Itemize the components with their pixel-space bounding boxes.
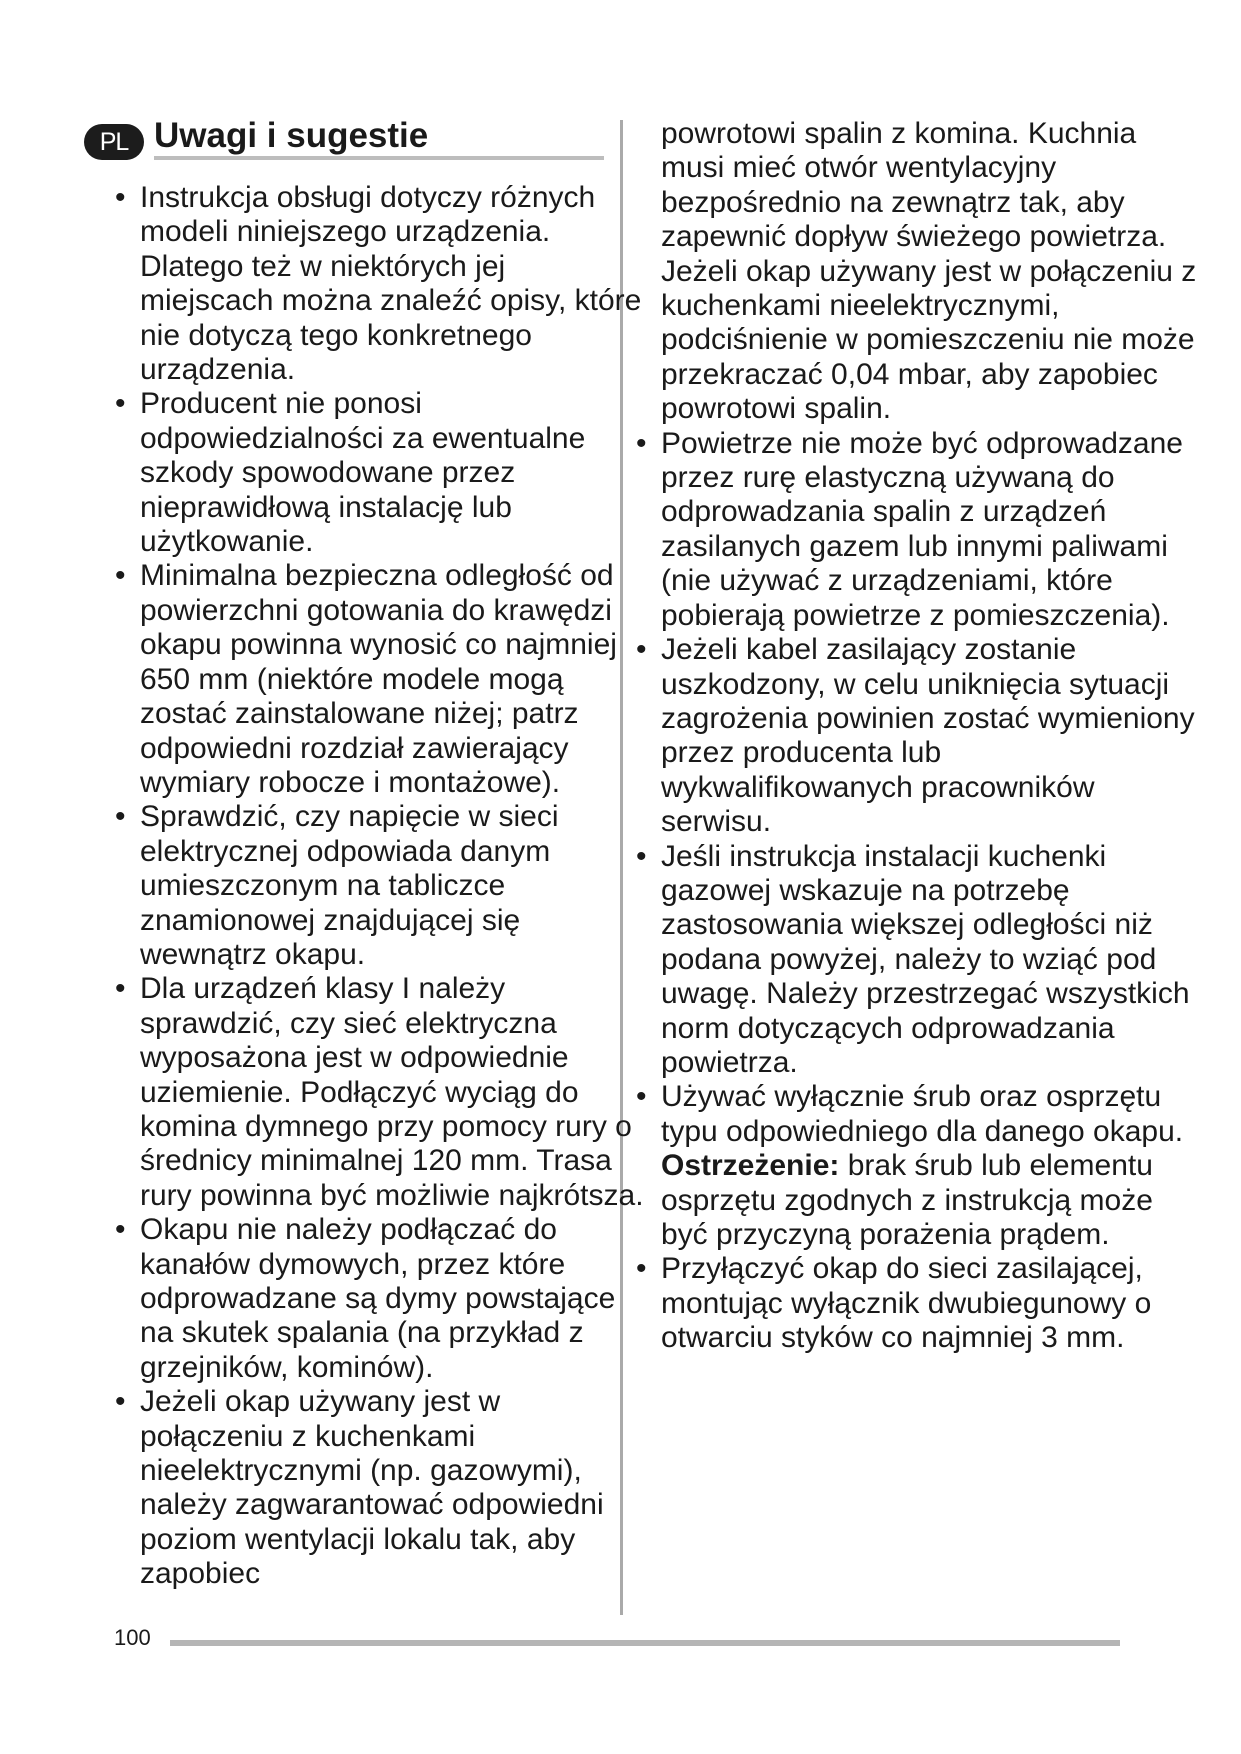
list-item: • Instrukcja obsługi dotyczy różnych modeli niniejszego urządzenia. Dlatego też w niektórych jej miejscach można znaleźć opisy, które nie dotyczą tego konkretnego urządzenia. — [115, 181, 645, 387]
right-column — [636, 117, 1201, 1356]
list-item: • Jeżeli okap używany jest w połączeniu z kuchenkami nieelektrycznymi (np. gazowymi), należy zagwarantować odpowiedni poziom wentylacji lokalu tak, aby zapobiec — [115, 1385, 645, 1591]
list-item: • Minimalna bezpieczna odległość od powierzchni gotowania do krawędzi okapu powinna wynosić co najmniej 650 mm (niektóre modele mogą zostać zainstalowane niżej; patrz odpowiedni rozdział zawierający wymiary robocze i montażowe). — [115, 559, 645, 800]
list-item: • Powietrze nie może być odprowadzane przez rurę elastyczną używaną do odprowadzania spalin z urządzeń zasilanych gazem lub innymi paliwami (nie używać z urządzeniami, które pobierają powietrze z pomieszczenia). — [636, 427, 1201, 633]
warning-label: Ostrzeżenie: — [661, 1149, 840, 1183]
continued-paragraph: powrotowi spalin z komina. Kuchnia musi mieć otwór wentylacyjny bezpośrednio na zewnątrz tak, aby zapewnić dopływ świeżego powietrza. Jeżeli okap używany jest w połączeniu z kuchenkami nieelektrycznymi, podciśnienie w pomieszczeniu nie może przekraczać 0,04 mbar, aby zapobiec powrotowi spalin. — [661, 117, 1197, 426]
title-underline — [154, 156, 604, 160]
section-title: Uwagi i sugestie — [154, 116, 429, 155]
footer-rule — [170, 1640, 1120, 1646]
list-item: • Używać wyłącznie śrub oraz osprzętu typu odpowiedniego dla danego okapu. — [636, 1080, 1201, 1149]
list-item: • Okapu nie należy podłączać do kanałów dymowych, przez które odprowadzane są dymy powstające na skutek spalania (na przykład z grzejników, kominów). — [115, 1213, 645, 1385]
list-item: • Jeśli instrukcja instalacji kuchenki gazowej wskazuje na potrzebę zastosowania większej odległości niż podana powyżej, należy to wziąć pod uwagę. Należy przestrzegać wszystkich norm dotyczących odprowadzania powietrza. — [636, 840, 1201, 1081]
list-item: • Sprawdzić, czy napięcie w sieci elektrycznej odpowiada danym umieszczonym na tabliczce znamionowej znajdującej się wewnątrz okapu. — [115, 800, 645, 972]
page-number: 100 — [114, 1625, 151, 1650]
list-item: • Dla urządzeń klasy I należy sprawdzić, czy sieć elektryczna wyposażona jest w odpowiednie uziemienie. Podłączyć wyciąg do komina dymnego przy pomocy rury o średnicy minimalnej 120 mm. Trasa rury powinna być możliwie najkrótsza. — [115, 972, 645, 1213]
left-column — [115, 181, 645, 1592]
list-item: • Jeżeli kabel zasilający zostanie uszkodzony, w celu uniknięcia sytuacji zagrożenia powinien zostać wymieniony przez producenta lub wykwalifikowanych pracowników serwisu. — [636, 633, 1201, 839]
warning-note — [636, 1149, 1201, 1252]
warning-text: brak śrub lub elementu osprzętu zgodnych z instrukcją może być przyczyną porażenia prądem. — [661, 1149, 1153, 1251]
language-badge: PL — [84, 124, 144, 160]
list-item: • Producent nie ponosi odpowiedzialności za ewentualne szkody spowodowane przez nieprawidłową instalację lub użytkowanie. — [115, 387, 645, 559]
list-item: • Przyłączyć okap do sieci zasilającej, montując wyłącznik dwubiegunowy o otwarciu styków co najmniej 3 mm. — [636, 1252, 1201, 1355]
